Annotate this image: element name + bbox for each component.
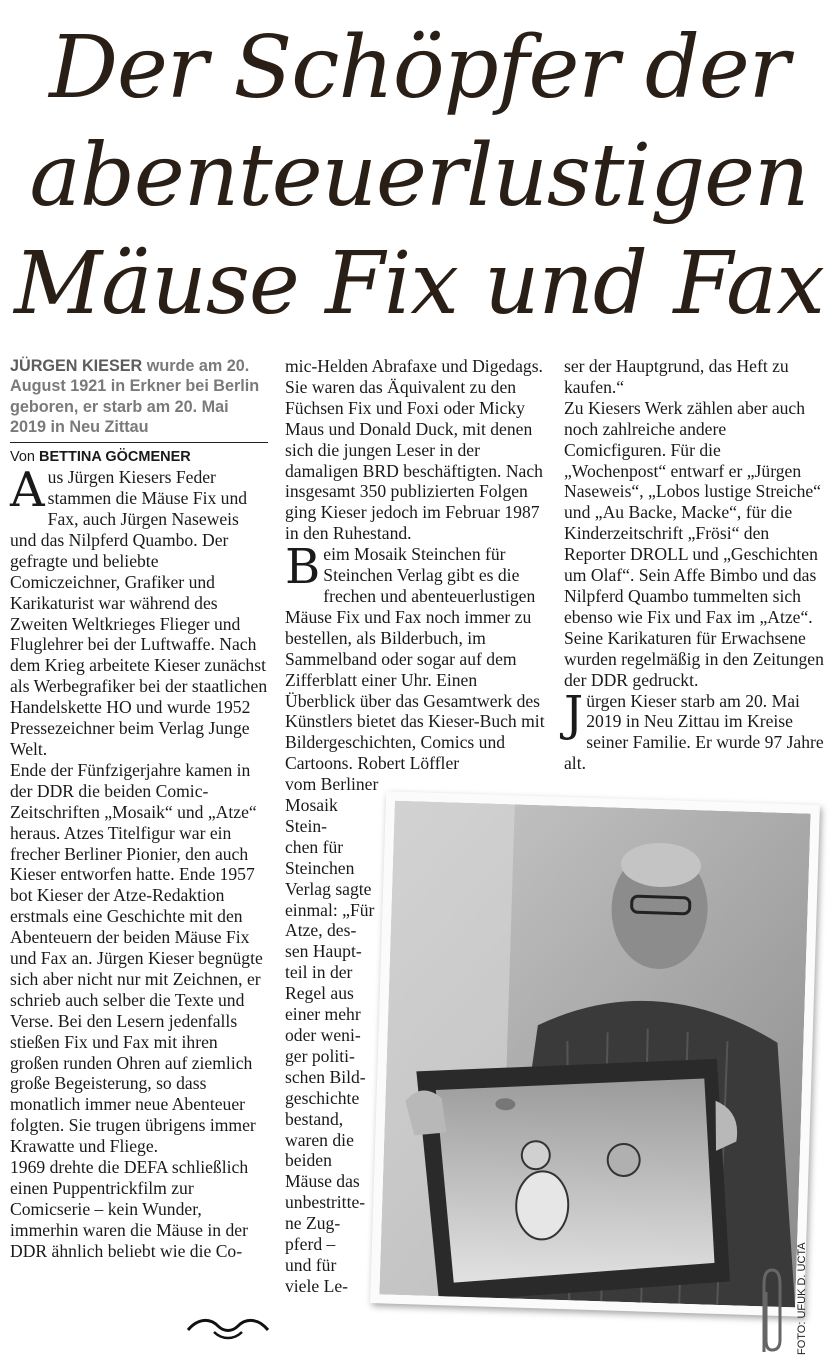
text-line: schen Bild- [285,1066,366,1087]
bio-name: JÜRGEN KIESER [10,357,143,375]
drop-cap: B [285,539,321,596]
narrow-text-block [285,774,381,1297]
text-line: oder weni- [285,1025,361,1045]
paragraph: mic-Helden Abrafaxe und Digedags. Sie waren das Äquivalent zu den Füchsen Fix und Foxi oder Micky Maus und Donald Duck, mit denen sich die jungen Leser in der damaligen BRD beschäftigten. Nach insgesamt 350 publizierten Folgen ging Kieser jedoch im Februar 1987 in den Ruhestand. [285,356,543,544]
text-line: chen für [285,836,344,857]
text-line: Steinchen [285,857,355,878]
headline-line-1: Der Schöpfer der [49,18,789,118]
text-line: bestand, [285,1108,344,1129]
text-line: Mosaik Stein- [285,795,338,836]
photo-credit: FOTO: UFUK D. UCTA [796,1242,808,1355]
paragraph [564,685,826,775]
byline-prefix: Von [10,449,40,466]
paragraph: Ende der Fünfzigerjahre kamen in der DDR die beiden Comic-Zeitschriften „Mosaik“ und „Atze“ heraus. Atzes Titelfigur war ein frecher Berliner Pionier, den auch Kieser entworfen hatte. Ende 1957 bot Kieser der Atze-Redaktion erstmals eine Geschichte mit den Abenteuern der beiden Mäuse Fix und Fax an. Jürgen Kieser begnügte sich aber nicht nur mit Zeichnen, er schrieb auch selber die Texte und Verse. Bei den Lesern jedenfalls stießen Fix und Fax mit ihren großen runden Ohren auf ziemlich große Begeisterung, so dass monatlich immer neue Abenteuer folgten. Sie trugen übrigens immer Krawatte und Fliege. [10,759,263,1157]
bio-text: wurde am 20. August 1921 in Erkner bei Berlin geboren, er starb am 20. Mai 2019 in Neu Zittau [10,357,260,436]
text-line: viele Le- [285,1275,349,1296]
ornament-flourish-icon [184,1316,272,1342]
text-line: geschichte [285,1087,360,1108]
paragraph [285,539,547,774]
article-column-1 [10,356,268,1262]
paragraph-text: ürgen Kieser starb am 20. Mai 2019 in Neu Zittau im Kreise seiner Familie. Er wurde 97 Jahre alt. [564,690,824,774]
article-column-3 [564,356,826,774]
text-line: Mäuse das [285,1171,360,1192]
text-line: und für [285,1254,337,1275]
text-line: sen Haupt- [285,941,362,962]
drop-cap: A [10,462,45,519]
paragraph-text: us Jürgen Kiesers Feder stammen die Mäuse Fix und Fax, auch Jürgen Naseweis und das Nilpferd Quambo. Der gefragte und beliebte Comiczeichner, Grafiker und Karikaturist war während des Zweiten Weltkrieges Flieger und Fluglehrer bei der Luftwaffe. Nach dem Krieg arbeitete Kieser zunächst als Werbegrafiker bei der staatlichen Handelskette HO und wurde 1952 Pressezeichner beim Verlag Junge Welt. [10,467,268,759]
text-line: waren die [285,1129,354,1150]
text-line: einer mehr [285,1004,361,1025]
text-line: ne Zug- [285,1213,341,1234]
paragraph-text: eim Mosaik Steinchen für Steinchen Verlag gibt es die frechen und abenteuerlustigen Mäuse Fix und Fax noch immer zu bestellen, als Bilderbuch, im Sammelband oder sogar auf dem Zifferblatt einer Uhr. Einen Überblick über das Gesamtwerk des Künstlers bietet das Kieser-Buch mit Bildergeschichten, Comics und Cartoons. Robert Löffler [285,544,545,774]
paperclip-icon [756,1266,784,1356]
text-line: beiden [285,1150,332,1171]
paragraph: 1969 drehte die DEFA schließlich einen Puppentrickfilm zur Comicserie – kein Wunder, immerhin waren die Mäuse in der DDR ähnlich beliebt wie die Co- [10,1157,249,1261]
author-bio [10,356,268,437]
text-line: vom Berliner [285,774,379,795]
text-line: Atze, des- [285,920,357,941]
drop-cap: J [564,685,584,742]
paragraph: ser der Hauptgrund, das Heft zu kaufen.“ [564,356,789,397]
text-line: teil in der [285,962,353,983]
text-line: ger politi- [285,1045,355,1066]
paragraph [10,462,268,760]
headline-line-3: Mäuse Fix und Fax [14,234,824,334]
text-line: Verlag sagte [285,878,372,899]
headline [0,14,838,338]
text-line: pferd – [285,1234,336,1255]
text-line: einmal: „Für [285,899,375,920]
byline-author: BETTINA GÖCMENER [39,449,191,466]
byline [10,447,268,467]
byline-divider [10,442,268,443]
text-line: Regel aus [285,983,354,1004]
photo-portrait-with-framed-painting [379,801,810,1308]
paragraph: Zu Kiesers Werk zählen aber auch noch zahlreiche andere Comicfiguren. Für die „Wochenpost“ entwarf er „Jürgen Naseweis“, „Lobos lustige Streiche“ und „Au Backe, Macke“, für die Kinderzeitschrift „Frösi“ den Reporter DROLL und „Geschichten um Olaf“. Sein Affe Bimbo und das Nilpferd Quambo tummelten sich ebenso wie Fix und Fax im „Atze“. Seine Karikaturen für Erwachsene wurden regelmäßig in den Zeitungen der DDR gedruckt. [564,397,824,690]
headline-line-2: abenteuerlustigen [29,126,809,226]
text-line: unbestritte- [285,1192,366,1213]
article-photo [370,791,820,1316]
